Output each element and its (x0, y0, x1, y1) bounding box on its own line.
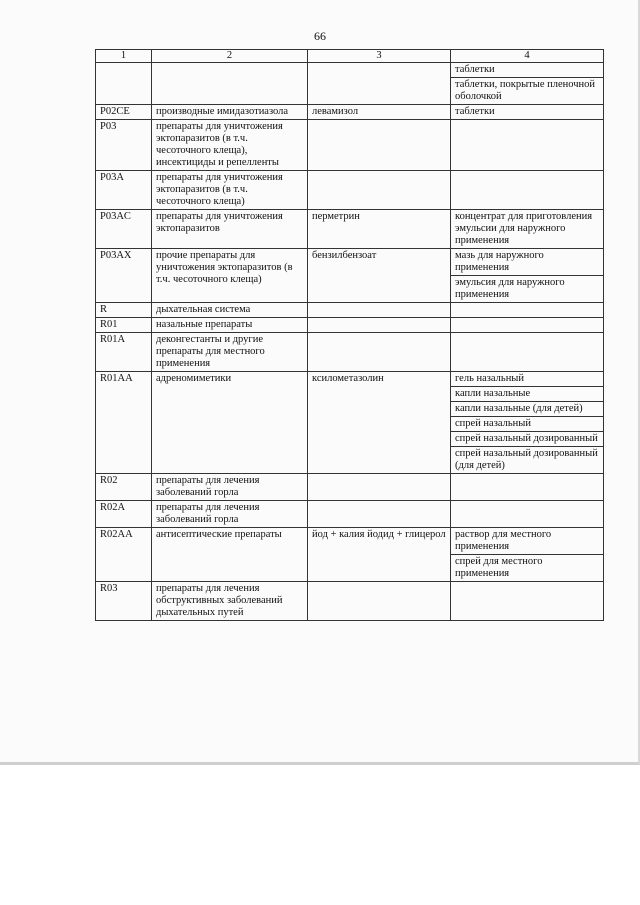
atc-code-cell: R01A (96, 333, 152, 372)
atc-code-cell: P02CE (96, 105, 152, 120)
group-name-cell: деконгестанты и другие препараты для местного применения (152, 333, 308, 372)
table-row (96, 372, 604, 474)
dosage-form: спрей назальный дозированный (451, 431, 603, 446)
dosage-forms-cell (451, 474, 604, 501)
page-number: 66 (314, 29, 326, 43)
dosage-form: гель назальный (455, 373, 524, 384)
dosage-form: спрей для местного применения (451, 554, 603, 581)
dosage-forms-cell (451, 105, 604, 120)
dosage-form: концентрат для приготовления эмульсии для наружного применения (455, 211, 593, 246)
dosage-forms-cell (451, 303, 604, 318)
dosage-forms-cell (451, 333, 604, 372)
dosage-forms-cell (451, 372, 604, 474)
column-header: 4 (451, 50, 604, 63)
dosage-forms-cell (451, 63, 604, 105)
drug-name-cell (308, 582, 451, 621)
group-name-cell: адреномиметики (152, 372, 308, 474)
dosage-form: капли назальные (для детей) (451, 401, 603, 416)
group-name-cell (152, 63, 308, 105)
dosage-form (451, 120, 603, 134)
atc-code-cell: P03AX (96, 249, 152, 303)
group-name-cell: антисептические препараты (152, 528, 308, 582)
table-row (96, 528, 604, 582)
dosage-form: капли назальные (451, 386, 603, 401)
table-row (96, 303, 604, 318)
column-header: 3 (308, 50, 451, 63)
atc-code-cell: R02 (96, 474, 152, 501)
drug-name-cell: йод + калия йодид + глицерол (308, 528, 451, 582)
atc-code-cell: R01 (96, 318, 152, 333)
drug-name-cell (308, 303, 451, 318)
dosage-forms-cell (451, 210, 604, 249)
dosage-form (451, 474, 603, 488)
atc-code-cell: R02A (96, 501, 152, 528)
dosage-forms-cell (451, 582, 604, 621)
dosage-form (451, 303, 603, 317)
table-row (96, 120, 604, 171)
atc-code-cell: P03 (96, 120, 152, 171)
dosage-form: таблетки, покрытые пленочной оболочкой (451, 77, 603, 104)
group-name-cell: производные имидазотиазола (152, 105, 308, 120)
table-row (96, 210, 604, 249)
table-row (96, 171, 604, 210)
column-header: 1 (96, 50, 152, 63)
group-name-cell: прочие препараты для уничтожения эктопаразитов (в т.ч. чесоточного клеща) (152, 249, 308, 303)
dosage-forms-cell (451, 528, 604, 582)
group-name-cell: препараты для уничтожения эктопаразитов (в т.ч. чесоточного клеща) (152, 171, 308, 210)
atc-code-cell: R02AA (96, 528, 152, 582)
group-name-cell: препараты для уничтожения эктопаразитов (в т.ч. чесоточного клеща), инсектициды и репелленты (152, 120, 308, 171)
atc-code-cell: P03A (96, 171, 152, 210)
drug-table (95, 49, 604, 621)
dosage-form (451, 318, 603, 332)
dosage-form: мазь для наружного применения (455, 250, 544, 273)
dosage-form (451, 333, 603, 347)
drug-name-cell (308, 63, 451, 105)
drug-name-cell: левамизол (308, 105, 451, 120)
drug-name-cell (308, 474, 451, 501)
table-row (96, 318, 604, 333)
table-row (96, 105, 604, 120)
dosage-form: таблетки (455, 64, 495, 75)
drug-name-cell (308, 120, 451, 171)
atc-code-cell: R01AA (96, 372, 152, 474)
group-name-cell: препараты для лечения обструктивных заболеваний дыхательных путей (152, 582, 308, 621)
dosage-form (451, 582, 603, 596)
group-name-cell: препараты для лечения заболеваний горла (152, 501, 308, 528)
dosage-form: спрей назальный (451, 416, 603, 431)
table-row (96, 63, 604, 105)
dosage-form: спрей назальный дозированный (для детей) (451, 446, 603, 473)
drug-name-cell: бензилбензоат (308, 249, 451, 303)
drug-name-cell (308, 318, 451, 333)
table-row (96, 474, 604, 501)
table-row (96, 501, 604, 528)
group-name-cell: дыхательная система (152, 303, 308, 318)
table-row (96, 333, 604, 372)
dosage-forms-cell (451, 501, 604, 528)
drug-name-cell: ксилометазолин (308, 372, 451, 474)
atc-code-cell: R (96, 303, 152, 318)
drug-name-cell (308, 171, 451, 210)
drug-name-cell (308, 333, 451, 372)
dosage-forms-cell (451, 318, 604, 333)
drug-name-cell (308, 501, 451, 528)
group-name-cell: препараты для уничтожения эктопаразитов (152, 210, 308, 249)
atc-code-cell (96, 63, 152, 105)
dosage-form: раствор для местного применения (455, 529, 552, 552)
dosage-form (451, 501, 603, 515)
table-row (96, 582, 604, 621)
dosage-forms-cell (451, 120, 604, 171)
dosage-forms-cell (451, 249, 604, 303)
table-header-row (96, 50, 604, 63)
atc-code-cell: R03 (96, 582, 152, 621)
dosage-form: таблетки (455, 106, 495, 117)
dosage-form (451, 171, 603, 185)
column-header: 2 (152, 50, 308, 63)
group-name-cell: препараты для лечения заболеваний горла (152, 474, 308, 501)
drug-name-cell: перметрин (308, 210, 451, 249)
group-name-cell: назальные препараты (152, 318, 308, 333)
atc-code-cell: P03AC (96, 210, 152, 249)
table-row (96, 249, 604, 303)
dosage-form: эмульсия для наружного применения (451, 275, 603, 302)
dosage-forms-cell (451, 171, 604, 210)
